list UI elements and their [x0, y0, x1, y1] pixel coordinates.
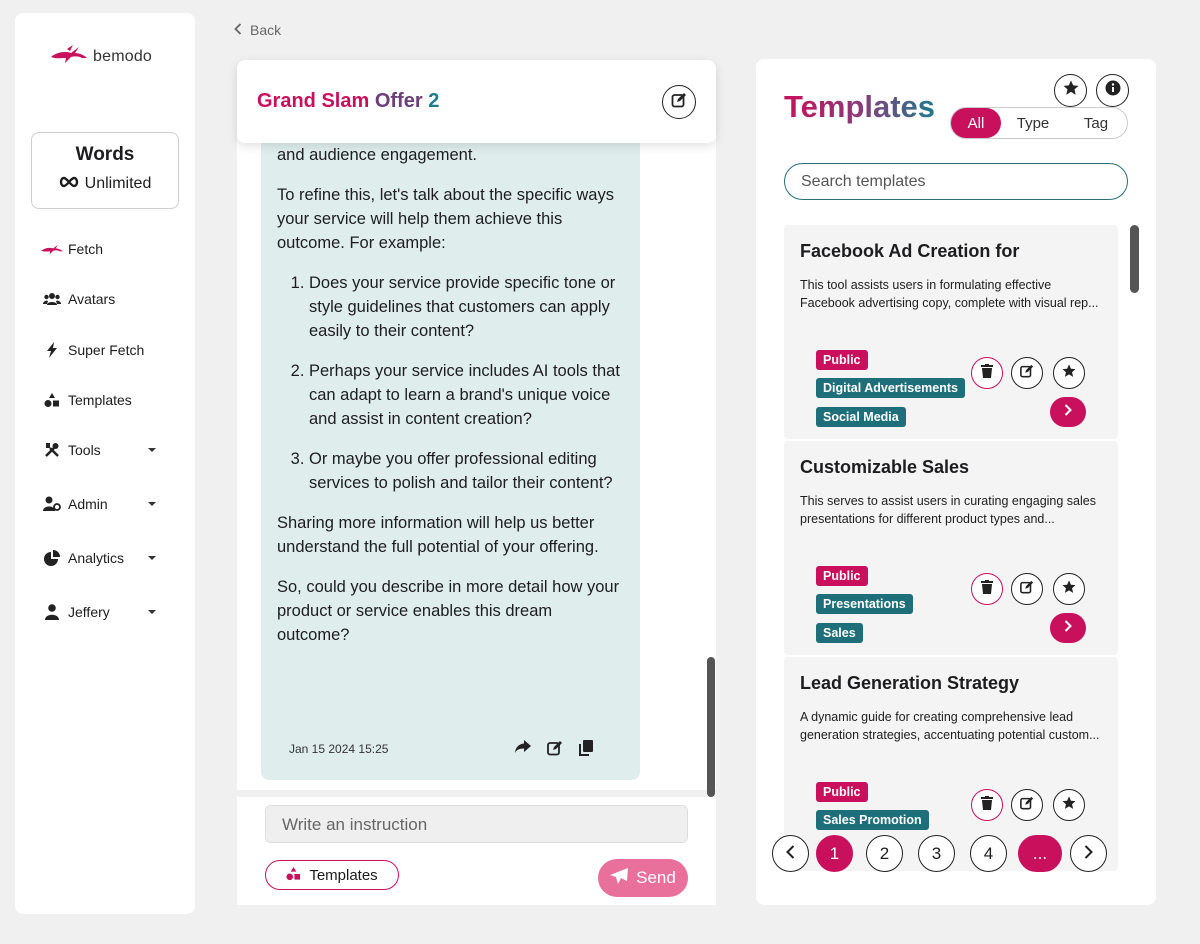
- chevron-down-icon: [148, 556, 156, 560]
- template-card-title: Facebook Ad Creation for: [800, 241, 1020, 261]
- sidebar-item-tools[interactable]: [15, 436, 195, 464]
- message-paragraph: So, could you describe in more detail how your product or service enables this dream outcome?: [277, 578, 620, 644]
- edit-icon: [1020, 580, 1034, 599]
- tag-topic: Sales: [816, 623, 863, 643]
- info-button[interactable]: [1096, 74, 1129, 107]
- chat-messages[interactable]: [237, 130, 716, 790]
- edit-template-button[interactable]: [1011, 789, 1043, 821]
- edit-template-button[interactable]: [1011, 573, 1043, 605]
- sidebar-item-avatars[interactable]: [15, 285, 195, 313]
- template-card-description: This serves to assist users in curating engaging sales presentations for different product types and...: [800, 494, 1096, 526]
- chevron-down-icon: [148, 448, 156, 452]
- chevron-right-icon: [1084, 844, 1093, 864]
- sidebar-item-user[interactable]: [15, 598, 195, 626]
- chat-title: [257, 90, 439, 113]
- favorite-template-button[interactable]: [1053, 357, 1085, 389]
- rabbit-icon: [43, 240, 61, 258]
- message-actions: [515, 740, 593, 761]
- infinity-icon: [59, 175, 79, 193]
- sidebar: [15, 13, 195, 914]
- template-card-description: This tool assists users in formulating effective Facebook advertising copy, complete with visual rep...: [800, 278, 1099, 310]
- words-value-label: Unlimited: [84, 175, 152, 192]
- page-4-button[interactable]: 4: [970, 835, 1007, 872]
- chat-scrollbar[interactable]: [707, 657, 715, 797]
- template-card[interactable]: [784, 441, 1118, 655]
- tag-public: Public: [816, 782, 868, 802]
- list-item: 3. Or maybe you offer professional editing services to polish and tailor their content?: [309, 447, 624, 495]
- back-label: Back: [250, 22, 282, 38]
- tag-topic: Presentations: [816, 594, 913, 614]
- edit-title-button[interactable]: [662, 85, 696, 119]
- share-icon[interactable]: [515, 740, 531, 761]
- sidebar-item-label: Templates: [68, 392, 132, 408]
- shapes-icon: [286, 866, 301, 885]
- brand-logo[interactable]: [49, 43, 152, 70]
- tag-public: Public: [816, 566, 868, 586]
- message-composer: [237, 797, 716, 905]
- open-template-button[interactable]: [1050, 397, 1086, 427]
- insert-template-button[interactable]: [265, 860, 399, 890]
- chevron-down-icon: [148, 610, 156, 614]
- tools-icon: [43, 441, 61, 459]
- shapes-icon: [43, 391, 61, 409]
- templates-title: Templates: [784, 89, 936, 124]
- chevron-down-icon: [148, 502, 156, 506]
- sidebar-item-admin[interactable]: [15, 490, 195, 518]
- pie-chart-icon: [43, 549, 61, 567]
- favorite-template-button[interactable]: [1053, 573, 1085, 605]
- message-timestamp: Jan 15 2024 15:25: [289, 742, 389, 756]
- user-icon: [43, 603, 61, 621]
- templates-panel: [756, 59, 1156, 905]
- template-card-title: Lead Generation Strategy: [800, 673, 1020, 693]
- pagination: [772, 835, 1132, 873]
- chevron-right-icon: [1064, 619, 1072, 637]
- users-icon: [43, 290, 61, 308]
- star-icon: [1063, 80, 1079, 101]
- rabbit-logo-icon: [49, 43, 89, 70]
- edit-icon[interactable]: [547, 740, 563, 761]
- templates-button-label: Templates: [309, 866, 378, 884]
- sidebar-item-super-fetch[interactable]: [15, 336, 195, 364]
- send-label: Send: [636, 868, 676, 887]
- tag-public: Public: [816, 350, 868, 370]
- template-filter-tabs: [950, 107, 1128, 139]
- sidebar-item-label: Admin: [68, 496, 108, 512]
- sidebar-item-fetch[interactable]: [15, 235, 195, 263]
- info-icon: [1105, 80, 1121, 101]
- sidebar-item-label: Fetch: [68, 241, 104, 257]
- message-list: [277, 271, 624, 495]
- message-paragraph: To refine this, let's talk about the specific ways your service will help them achieve this outcome. For example:: [277, 186, 614, 252]
- sidebar-item-templates[interactable]: [15, 386, 195, 414]
- brand-name: bemodo: [93, 47, 153, 65]
- delete-template-button[interactable]: [971, 357, 1003, 389]
- trash-icon: [981, 364, 993, 383]
- sidebar-item-label: Analytics: [68, 550, 125, 566]
- chevron-left-icon: [786, 844, 795, 864]
- chat-title-part2: Offer: [374, 90, 423, 112]
- template-search-input[interactable]: [784, 163, 1128, 200]
- chat-title-part1: Grand Slam: [257, 90, 370, 112]
- star-icon: [1062, 580, 1076, 599]
- chat-header: [237, 60, 716, 143]
- words-title: Words: [75, 144, 135, 165]
- template-card-title: Customizable Sales: [800, 457, 970, 477]
- star-icon: [1062, 364, 1076, 383]
- list-item: 1. Does your service provide specific tone or style guidelines that customers can apply easily to their content?: [309, 271, 624, 343]
- prev-page-button[interactable]: [772, 835, 809, 872]
- favorites-button[interactable]: [1054, 74, 1087, 107]
- edit-icon: [671, 92, 687, 113]
- bolt-icon: [43, 341, 61, 359]
- user-gear-icon: [43, 495, 61, 513]
- sidebar-item-analytics[interactable]: [15, 544, 195, 572]
- chevron-right-icon: [1064, 403, 1072, 421]
- tag-topic: Social Media: [816, 407, 906, 427]
- message-paragraph: Sharing more information will help us better understand the full potential of your offering.: [277, 514, 599, 556]
- open-template-button[interactable]: [1050, 613, 1086, 643]
- list-item: 2. Perhaps your service includes AI tools that can adapt to learn a brand's unique voice and assist in content creation?: [309, 359, 624, 431]
- tab-tag[interactable]: Tag: [1083, 114, 1109, 132]
- words-value: [32, 175, 178, 193]
- page-1-button[interactable]: 1: [816, 835, 853, 872]
- assistant-message: [261, 130, 640, 780]
- sidebar-item-label: Tools: [68, 442, 101, 458]
- tag-topic: Digital Advertisements: [816, 378, 965, 398]
- sidebar-item-label: Avatars: [68, 291, 116, 307]
- words-usage-box: [31, 132, 179, 209]
- sidebar-item-label: Jeffery: [68, 604, 110, 620]
- instruction-input[interactable]: [265, 805, 688, 843]
- tab-all[interactable]: All: [951, 108, 1001, 138]
- trash-icon: [981, 796, 993, 815]
- delete-template-button[interactable]: [971, 789, 1003, 821]
- page-2-button[interactable]: 2: [866, 835, 903, 872]
- favorite-template-button[interactable]: [1053, 789, 1085, 821]
- edit-icon: [1020, 364, 1034, 383]
- copy-icon[interactable]: [579, 740, 593, 761]
- sidebar-item-label: Super Fetch: [68, 342, 145, 358]
- more-pages-button[interactable]: ...: [1018, 835, 1062, 872]
- delete-template-button[interactable]: [971, 573, 1003, 605]
- template-card-description: A dynamic guide for creating comprehensive lead generation strategies, accentuating potential custom...: [800, 710, 1100, 742]
- edit-template-button[interactable]: [1011, 357, 1043, 389]
- back-link[interactable]: [234, 22, 281, 38]
- template-list[interactable]: [784, 225, 1118, 827]
- chat-title-part3: 2: [428, 90, 440, 112]
- tag-topic: Sales Promotion: [816, 810, 929, 830]
- template-list-scrollbar[interactable]: [1130, 225, 1139, 293]
- chevron-left-icon: [234, 22, 242, 38]
- star-icon: [1062, 796, 1076, 815]
- trash-icon: [981, 580, 993, 599]
- edit-icon: [1020, 796, 1034, 815]
- template-card[interactable]: [784, 225, 1118, 439]
- paper-plane-icon: [610, 868, 628, 889]
- tab-type[interactable]: Type: [1016, 114, 1050, 132]
- send-button[interactable]: [598, 859, 688, 897]
- message-intro-tail: and audience engagement.: [277, 146, 477, 164]
- page-3-button[interactable]: 3: [918, 835, 955, 872]
- next-page-button[interactable]: [1070, 835, 1107, 872]
